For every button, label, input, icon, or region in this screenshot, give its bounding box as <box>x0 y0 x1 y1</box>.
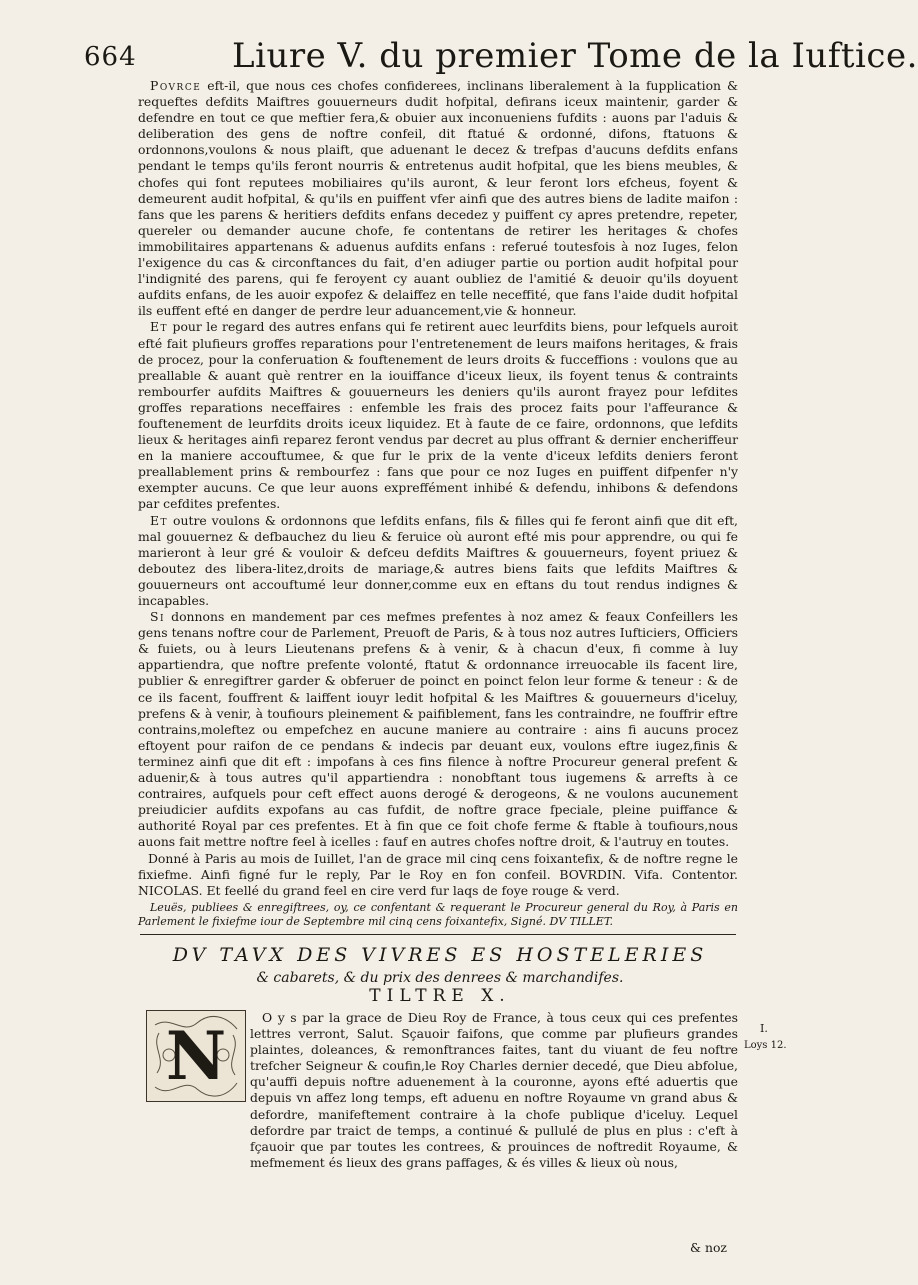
section-subtitle: & cabarets, & du prix des denrees & marchandifes. <box>256 970 624 986</box>
paragraph-text: donnons en mandement par ces mefmes prefentes à noz amez & feaux Confeillers les gens tenans noftre cour de Parlement, Preuoft de Paris, & à tous noz autres Iufticiers, Officiers & fuiets, ou à leurs Lieutenans prefens & à venir, & à chacun d'eux, fi comme à luy appartiendra, que noftre prefente volonté, ftatut & ordonnance irreuocable ils facent lire, publier & enregiftrer garder & obferuer de poinct en poinct felon leur forme & teneur : & de ce ils facent, fouffrent & laiffent iouyr ledit hofpital & les Maiftres & gouuerneurs d'iceluy, prefens & à venir, à toufiours pleinement & paifiblement, fans les contraindre, ne fouffrir eftre contrains,moleftez ou empefchez en aucune maniere au contraire : ains fi aucuns procez eftoyent pour raifon de ce pendans & indecis par deuant eux, voulons eftre iugez,finis & terminez ainfi que dit eft : impofans à ces fins filence à noftre Procureur general prefent & aduenir,& à tous autres qu'il appartiendra : nonobftant tous iugemens & arrefts à ce contraires, aufquels pour ceft effect auons derogé & derogeons, & ne voulons aucunement preiudicier aufdits expofans au cas fufdit, de noftre grace fpeciale, pleine puiffance & authorité Royal par ces prefentes. Et à fin que ce foit chofe ferme & ftable à toufiours,nous auons fait mettre noftre feel à icelles : fauf en autres chofes noftre droit, & l'autruy en toutes. <box>138 609 738 850</box>
paragraph: O y s par la grace de Dieu Roy de France, à tous ceux qui ces prefentes lettres verront, Salut. Sçauoir faifons, que comme par plufieurs grandes plaintes, doleances, & remonftrances faites, tant du viuant de feu noftre trefcher Seigneur & coufin,le Roy Charles dernier decedé, que Dieu abfolue, qu'auffi depuis noftre aduenement à la couronne, ayons efté aduertis que depuis vn affez long temps, eft aduenu en noftre Royaume vn grand abus & defordre, manifeftement contraire à la chofe publique d'iceluy. Lequel defordre par traict de temps, a continué & pullulé de plus en plus : c'eft à fçauoir que par toutes les contrees, & prouinces de noftredit Royaume, & mefmement és lieux des grans paffages, & és villes & lieux où nous, <box>250 1010 738 1170</box>
paragraph-text: pour le regard des autres enfans qui fe retirent auec leurfdits biens, pour lefquels auroit efté fait plufieurs groffes reparations pour l'entretenement de leurs maifons heritages, & frais de procez, pour la conferuation & fouftenement de leurs droits & fucceffions : voulons que au preallable & auant què rentrer en la iouiffance d'iceux lieux, ils foyent tenus & contraints rembourfer aufdits Maiftres & gouuerneurs les deniers qu'ils auront frayez pour lefdites groffes reparations neceffaires : enfemble les frais des procez faits pour l'affeurance & fouftenement de leurfdits droits iceux liquidez. Et à faute de ce faire, ordonnons, que lefdits lieux & heritages ainfi reparez feront vendus par decret au plus offrant & dernier encheriffeur en la maniere accouftumee, & que fur le prix de la vente d'iceux lefdits deniers feront preallablement prins & rembourfez : fans que pour ce noz Iuges en puiffent difpenfer n'y exempter aucuns. Ce que leur auons expreffément inhibé & defendu, inhibons & defendons par cefdites prefentes. <box>138 319 738 512</box>
page-number: 664 <box>84 42 137 72</box>
edict-text-block <box>138 1010 738 1171</box>
paragraph <box>138 78 738 319</box>
margin-note: Loys 12. <box>744 1040 787 1051</box>
section-number: TILTRE X. <box>369 986 511 1006</box>
paragraph-lead-word: Si <box>150 609 166 625</box>
paragraph-lead-word: Et <box>150 319 169 335</box>
initial-letter: N <box>165 1017 227 1095</box>
paragraph <box>138 319 738 512</box>
page-header <box>84 30 918 80</box>
section-divider <box>140 934 736 935</box>
main-text-block <box>138 78 738 929</box>
paragraph <box>138 513 738 610</box>
paragraph-lead-word: Et <box>150 512 169 528</box>
catchword: & noz <box>690 1240 727 1255</box>
section-title: DV TAVX DES VIVRES ES HOSTELERIES <box>172 944 708 966</box>
paragraph-text: outre voulons & ordonnons que lefdits enfans, fils & filles qui fe feront ainfi que dit eft, mal gouuernez & defbauchez du lieu & feruice où auront efté mis pour apprendre, ou qui fe marieront à leur gré & vouloir & defceu defdits Maiftres & gouuerneurs, foyent priuez & deboutez des libera-litez,droits de mariage,& autres biens faits que lefdits Maiftres & gouuerneurs ont accouftumé leur donner,comme eux en eftans du tout rendus indignes & incapables. <box>138 512 738 608</box>
margin-note: I. <box>760 1022 768 1035</box>
registration-note: Leuës, publiees & enregiftrees, oy, ce confentant & requerant le Procureur general du Roy, à Paris en Parlement le fixiefme iour de Septembre mil cinq cens foixantefix, Signé. DV TILLET. <box>138 900 738 928</box>
paragraph-lead-word: Povrce <box>150 78 202 93</box>
running-title: Liure V. du premier Tome de la Iuftice. <box>232 36 918 76</box>
paragraph <box>138 609 738 850</box>
given-at-line: Donné à Paris au mois de Iuillet, l'an de grace mil cinq cens foixantefix, & de noftre regne le fixiefme. Ainfi figné fur le reply, Par le Roy en fon confeil. BOVRDIN. Vifa. Contentor. NICOLAS. Et feellé du grand feel en cire verd fur laqs de foye rouge & verd. <box>138 850 738 898</box>
paragraph-text: eft-il, que nous ces chofes confiderees, inclinans liberalement à la fupplication & requeftes defdits Maiftres gouuerneurs dudit hofpital, defirans iceux maintenir, garder & defendre en tout ce que meftier fera,& obuier aux inconueniens fufdits : auons par l'aduis & deliberation des gens de noftre confeil, dit ftatué & ordonné, difons, ftatuons & ordonnons,voulons & nous plaift, que aduenant le decez & trefpas d'aucuns defdits enfans pendant le temps qu'ils feront nourris & entretenus audit hofpital, que les biens meubles, & chofes qui font reputees mobiliaires qu'ils auront, & leur feront lors efcheus, foyent & demeurent audit hofpital, & qu'ils en puiffent vfer ainfi que des autres biens de ladite maifon : fans que les parens & heritiers defdits enfans decedez y puiffent cy apres pretendre, repeter, quereler ou demander aucune chofe, fe contentans de retirer les heritages & chofes immobilitaires appartenans & aduenus aufdits enfans : referué toutesfois à noz Iuges, felon l'exigence du cas & circonftances du fait, d'en adiuger partie ou portion audit hofpital pour l'indignité des parens, qui fe feroyent cy auant oubliez de l'amitié & deuoir qu'ils doyuent aufdits enfans, de les auoir expofez & delaiffez en telle neceffité, que fans l'aide dudit hofpital ils euffent efté en danger de perdre leur aduancement,vie & honneur. <box>138 78 738 319</box>
